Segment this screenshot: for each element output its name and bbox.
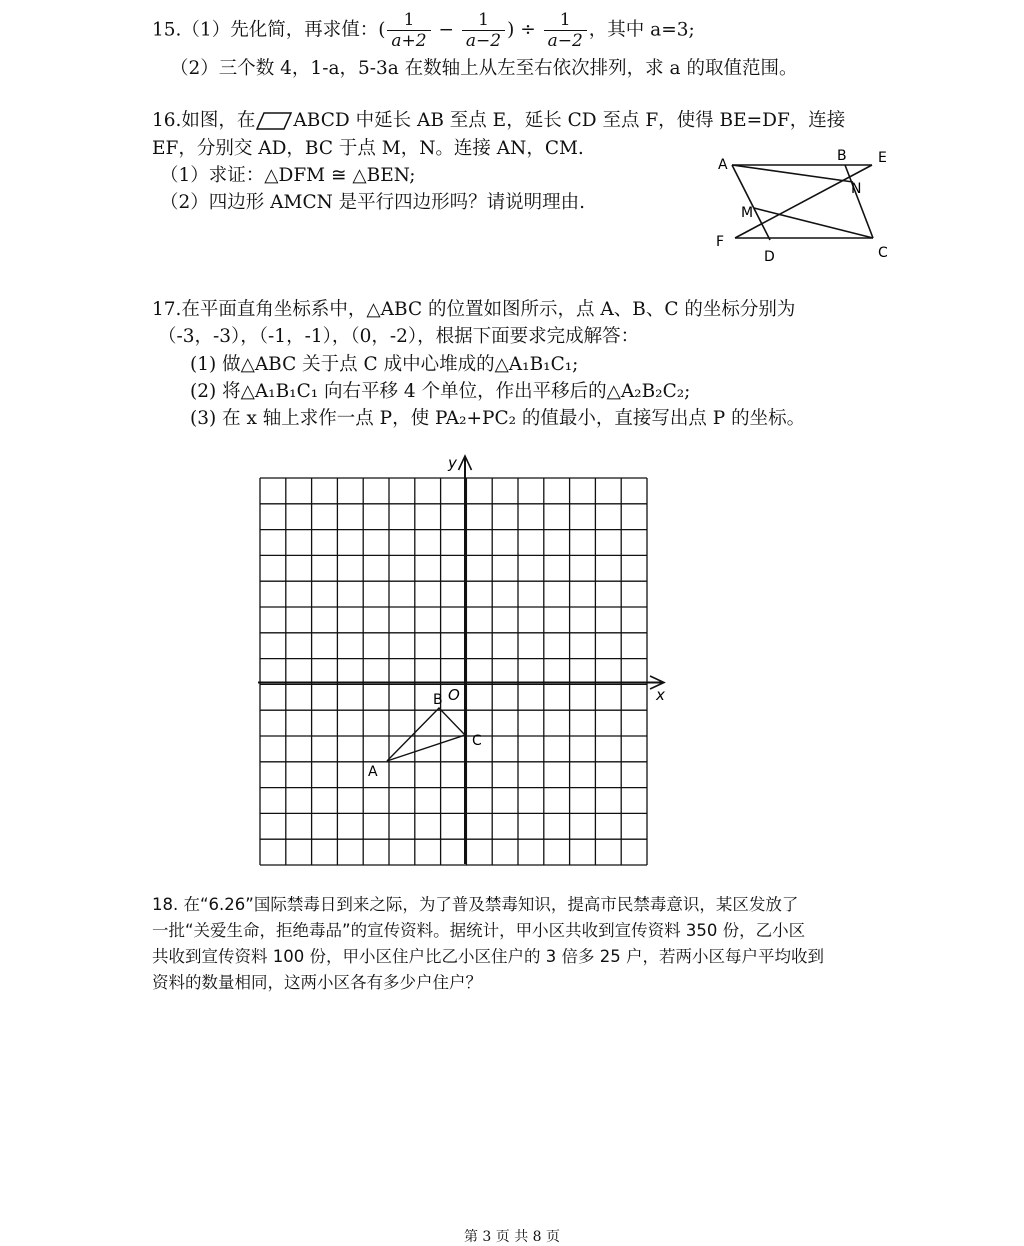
q16-label-a: A — [718, 157, 728, 173]
q16-label-m: M — [741, 205, 754, 221]
q17-line4: (2) 将△A₁B₁C₁ 向右平移 4 个单位，作出平移后的△A₂B₂C₂; — [190, 381, 691, 402]
q18-line3: 共收到宣传资料 100 份，甲小区住户比乙小区住户的 3 倍多 25 户，若两小区每户平均收到 — [152, 947, 824, 966]
q18-line4: 资料的数量相同，这两小区各有多少户住户？ — [152, 973, 482, 992]
coordinate-grid — [240, 448, 680, 873]
point-label-a: A — [368, 764, 378, 780]
x-axis-label: x — [656, 686, 665, 704]
q15-line1-post: ，其中 a=3; — [588, 19, 695, 41]
parallelogram-icon — [255, 111, 293, 131]
q16-line4: （2）四边形 AMCN 是平行四边形吗？请说明理由. — [160, 192, 586, 213]
q17-line1: 17.在平面直角坐标系中，△ABC 的位置如图所示，点 A、B、C 的坐标分别为 — [152, 299, 796, 320]
point-label-c: C — [472, 733, 482, 749]
q15-frac3: $\frac{1}{a-2}$ — [544, 10, 587, 51]
q15-line1-pre: 15.（1）先化简，再求值：( — [152, 19, 386, 41]
q16-edge-cm — [754, 208, 873, 238]
q15-frac2: $\frac{1}{a-2}$ — [462, 10, 505, 51]
q16-line1-pre: 16.如图，在 — [152, 110, 256, 131]
q16-label-b: B — [837, 148, 847, 164]
q15-frac1: $\frac{1}{a+2}$ — [387, 10, 430, 51]
q16-label-e: E — [878, 150, 887, 166]
q16-line1-post: ABCD 中延长 AB 至点 E，延长 CD 至点 F，使得 BE=DF，连接 — [293, 110, 846, 131]
q16-figure — [705, 145, 905, 270]
q16-line1 — [152, 108, 845, 134]
q16-label-c: C — [878, 245, 888, 261]
q17-line3: (1) 做△ABC 关于点 C 成中心堆成的△A₁B₁C₁; — [190, 354, 579, 375]
q16-line3: （1）求证：△DFM ≅ △BEN; — [160, 165, 416, 186]
q15-div: ) ÷ — [507, 19, 542, 41]
q18-line2: 一批“关爱生命，拒绝毒品”的宣传资料。据统计，甲小区共收到宣传资料 350 份，乙小区 — [152, 921, 806, 940]
q18-line1: 18. 在“6.26”国际禁毒日到来之际，为了普及禁毒知识，提高市民禁毒意识，某区发放了 — [152, 895, 799, 914]
y-axis-label: y — [448, 454, 457, 472]
q16-label-n: N — [851, 181, 862, 197]
q16-label-f: F — [716, 234, 725, 250]
q15-line2: （2）三个数 4，1-a，5-3a 在数轴上从左至右依次排列，求 a 的取值范围。 — [170, 58, 798, 79]
q16-edge-an — [732, 165, 853, 182]
q16-edge-ef — [735, 165, 872, 238]
point-label-b: B — [433, 692, 443, 708]
page-footer: 第 3 页 共 8 页 — [463, 1229, 561, 1245]
q15-line1 — [152, 10, 695, 51]
q16-label-d: D — [764, 249, 775, 265]
origin-label: O — [448, 686, 460, 704]
q17-line5: (3) 在 x 轴上求作一点 P，使 PA₂+PC₂ 的值最小，直接写出点 P 的坐标。 — [190, 408, 806, 429]
q16-line2: EF，分别交 AD，BC 于点 M，N。连接 AN，CM. — [152, 138, 584, 159]
q17-line2: （-3，-3），（-1，-1），（0，-2），根据下面要求完成解答： — [158, 326, 640, 347]
q16-edge-bc — [845, 165, 873, 238]
q15-minus: − — [432, 19, 460, 41]
triangle-abc — [387, 708, 465, 761]
